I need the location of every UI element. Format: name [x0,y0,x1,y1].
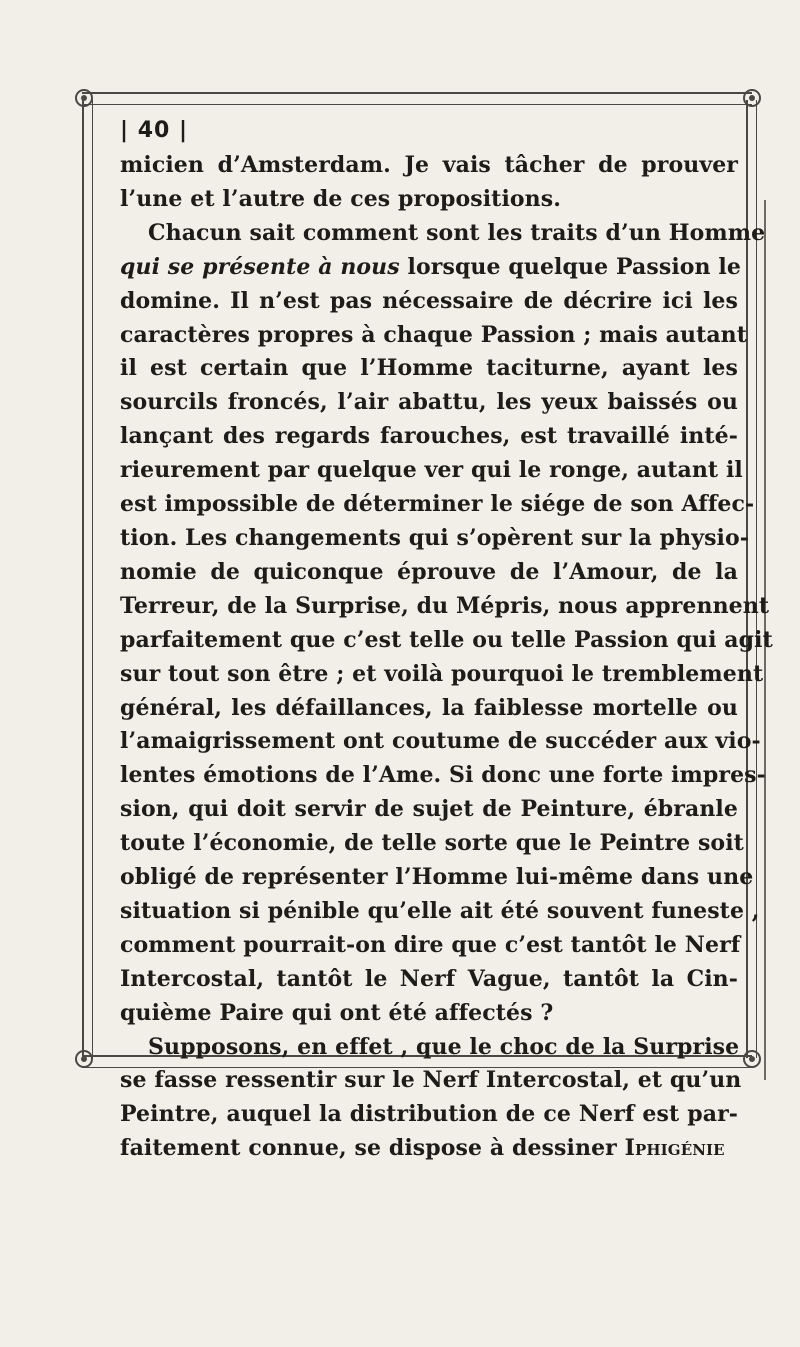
line-text: faitement connue, se dispose à dessiner [120,1135,625,1162]
line-text: Terreur, de la Surprise, du Mépris, nous apprennent [120,592,770,619]
text-line [120,895,760,929]
text-line [120,319,748,353]
text-line [120,963,738,997]
text-line [120,285,738,319]
line-text: nomie de quiconque éprouve de l’Amour, de la [120,558,738,585]
text-line [120,793,738,827]
line-text: parfaitement que c’est telle ou telle Passion qui agit [120,626,773,653]
line-text: l’amaigrissement ont coutume de succéder aux vio- [120,728,761,755]
text-line [120,929,741,963]
line-text: Chacun sait comment sont les traits d’un Homme [148,219,766,246]
ornament-corner-icon [738,1045,766,1073]
line-text: l’une et l’autre de ces propositions. [120,185,562,212]
text-line [120,217,766,251]
text-line [120,149,738,183]
page-text [120,118,773,1166]
line-text: Intercostal, tantôt le Nerf Vague, tantôt la Cin- [120,965,738,992]
line-text: Supposons, en effet , que le choc de la Surprise [148,1033,740,1060]
page-number: | 40 | [120,118,189,143]
line-text: général, les défaillances, la faiblesse mortelle ou [120,694,738,721]
line-text: rieurement par quelque ver qui le ronge, autant il [120,457,743,484]
line-text: se fasse ressentir sur le Nerf Intercostal, et qu’un [120,1067,742,1094]
line-text: quième Paire qui ont été affectés ? [120,999,554,1026]
text-line [120,1098,738,1132]
line-text: micien d’Amsterdam. Je vais tâcher de prouver [120,152,738,178]
line-text: sion, qui doit servir de sujet de Peinture, ébranle [120,796,738,823]
line-text: lorsque quelque Passion le [399,253,741,280]
text-line [120,488,755,522]
line-text: lançant des regards farouches, est travaillé inté- [120,423,738,450]
text-line [120,251,741,285]
line-text: lentes émotions de l’Ame. Si donc une forte impres- [120,762,766,789]
line-text: caractères propres à chaque Passion ; mais autant [120,321,748,348]
line-text: tion. Les changements qui s’opèrent sur la physio- [120,524,750,551]
frame-top-rule [82,92,752,105]
text-line [120,827,744,861]
text-line [120,692,738,726]
text-line [120,590,770,624]
ornament-corner-icon [738,84,766,112]
small-caps-word: Iphigénie [624,1135,725,1162]
line-text: est impossible de déterminer le siége de son Affec- [120,491,755,518]
text-line [120,522,750,556]
text-line [120,183,738,217]
line-text: sur tout son être ; et voilà pourquoi le tremblement [120,660,764,687]
ornament-corner-icon [70,1045,98,1073]
text-line [120,1132,738,1166]
text-line [120,997,738,1031]
text-line [120,1064,742,1098]
text-line [120,454,743,488]
line-text: Peintre, auquel la distribution de ce Nerf est par- [120,1101,738,1128]
text-line [120,420,738,454]
text-line [120,352,738,386]
line-text: situation si pénible qu’elle ait été souvent funeste , [120,897,760,924]
text-line [120,624,773,658]
text-line [120,1031,738,1065]
text-line [120,386,738,420]
text-line [120,556,738,590]
text-line [120,725,761,759]
line-text: toute l’économie, de telle sorte que le Peintre soit [120,830,744,857]
frame-left-rule [82,100,93,1058]
text-line [120,658,764,692]
line-text: sourcils froncés, l’air abattu, les yeux baissés ou [120,389,738,416]
line-text: domine. Il n’est pas nécessaire de décrire ici les [120,287,738,314]
line-text: il est certain que l’Homme taciturne, ayant les [120,355,738,382]
italic-phrase: qui se présente à nous [120,253,400,280]
text-line [120,861,754,895]
line-text: obligé de représenter l’Homme lui-même dans une [120,864,754,891]
line-text: comment pourrait-on dire que c’est tantôt le Nerf [120,931,741,958]
ornament-corner-icon [70,84,98,112]
text-line [120,759,766,793]
text-lines [120,149,773,1166]
